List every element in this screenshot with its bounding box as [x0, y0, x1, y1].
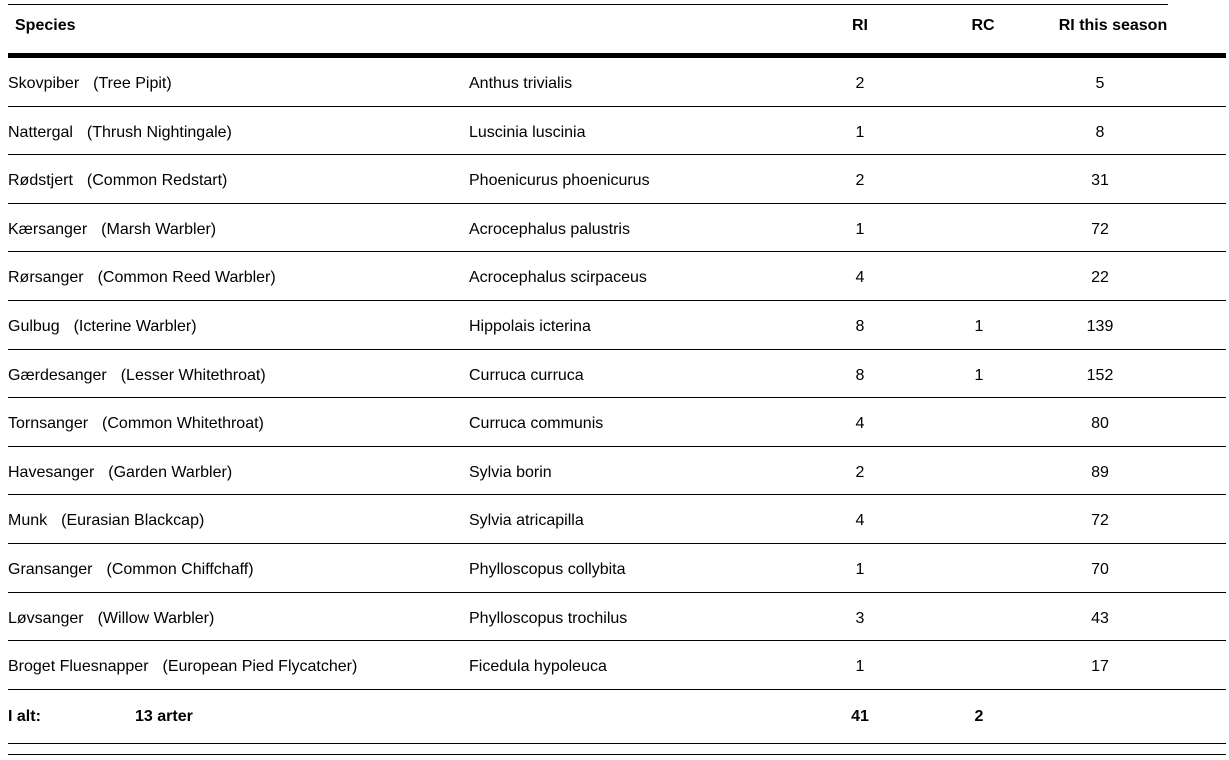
- english-name: (Common Whitethroat): [102, 415, 264, 433]
- species-name: [8, 58, 172, 106]
- danish-name: Gærdesanger: [8, 366, 107, 384]
- latin-name: Curruca curruca: [469, 366, 584, 384]
- ri-value: 2: [855, 172, 865, 190]
- ri-season-value: 43: [1091, 609, 1109, 627]
- english-name: (European Pied Flycatcher): [162, 658, 358, 676]
- english-name: (Marsh Warbler): [101, 220, 217, 238]
- table-row: [8, 301, 1226, 350]
- ri-season-value: 17: [1091, 658, 1109, 676]
- ri-value: 4: [855, 512, 865, 530]
- total-rc: 2: [974, 708, 984, 725]
- ri-season-value: 70: [1091, 560, 1109, 578]
- danish-name: Skovpiber: [8, 75, 80, 92]
- total-row: [8, 695, 1226, 743]
- ri-value: 4: [855, 415, 865, 433]
- table-body: [8, 58, 1226, 690]
- species-name: [8, 495, 204, 543]
- table-row: [8, 350, 1226, 399]
- header-rc: RC: [971, 17, 995, 34]
- latin-name: Sylvia borin: [469, 463, 552, 481]
- table-row: [8, 495, 1226, 544]
- english-name: (Willow Warbler): [97, 609, 215, 627]
- ri-value: 4: [855, 269, 865, 287]
- latin-name: Hippolais icterina: [469, 317, 591, 335]
- english-name: (Icterine Warbler): [73, 317, 197, 335]
- species-name: [8, 447, 232, 495]
- table-row: [8, 58, 1226, 107]
- species-name: [8, 398, 264, 446]
- english-name: (Common Reed Warbler): [97, 269, 276, 287]
- total-ri: 41: [851, 708, 869, 725]
- species-name: [8, 252, 276, 300]
- ri-value: 8: [855, 366, 865, 384]
- english-name: (Common Redstart): [86, 172, 228, 190]
- ri-season-value: 22: [1091, 269, 1109, 287]
- ri-season-value: 72: [1091, 220, 1109, 238]
- english-name: (Eurasian Blackcap): [61, 512, 205, 530]
- latin-name: Ficedula hypoleuca: [469, 658, 607, 676]
- rc-value: [954, 593, 1004, 641]
- latin-name: Phoenicurus phoenicurus: [469, 172, 650, 190]
- danish-name: Nattergal: [8, 123, 73, 141]
- rc-value: [954, 544, 1004, 592]
- total-label: I alt:: [8, 708, 41, 725]
- table-row: [8, 107, 1226, 156]
- header-ri-this-season: RI this season: [1058, 17, 1168, 34]
- english-name: (Garden Warbler): [108, 463, 233, 481]
- rc-value: [954, 252, 1004, 300]
- species-name: [8, 593, 214, 641]
- species-name: [8, 544, 254, 592]
- rc-value: [954, 641, 1004, 689]
- latin-name: Phylloscopus collybita: [469, 560, 626, 578]
- rc-value: [954, 398, 1004, 446]
- rc-value: [954, 204, 1004, 252]
- latin-name: Sylvia atricapilla: [469, 512, 584, 530]
- table-row: [8, 641, 1226, 690]
- species-name: [8, 301, 197, 349]
- rc-value: [954, 495, 1004, 543]
- table-row: [8, 593, 1226, 642]
- header-species: Species: [15, 17, 76, 34]
- ri-season-value: 152: [1086, 366, 1114, 384]
- ri-value: 3: [855, 609, 865, 627]
- english-name: (Tree Pipit): [93, 75, 172, 92]
- danish-name: Tornsanger: [8, 415, 89, 433]
- species-name: [8, 107, 232, 155]
- danish-name: Rødstjert: [8, 172, 73, 190]
- latin-name: Acrocephalus palustris: [469, 220, 630, 238]
- species-name: [8, 204, 216, 252]
- rc-value: [954, 155, 1004, 203]
- ri-season-value: 31: [1091, 172, 1109, 190]
- danish-name: Havesanger: [8, 463, 95, 481]
- danish-name: Gulbug: [8, 317, 60, 335]
- latin-name: Anthus trivialis: [469, 75, 573, 92]
- ri-value: 1: [855, 560, 865, 578]
- table-row: [8, 155, 1226, 204]
- table-row: [8, 544, 1226, 593]
- table-row: [8, 398, 1226, 447]
- danish-name: Kærsanger: [8, 220, 88, 238]
- ri-season-value: 89: [1091, 463, 1109, 481]
- english-name: (Common Chiffchaff): [106, 560, 254, 578]
- ri-season-value: 5: [1095, 75, 1105, 92]
- ri-value: 1: [855, 658, 865, 676]
- english-name: (Lesser Whitethroat): [120, 366, 266, 384]
- rc-value: 1: [974, 317, 984, 335]
- table-row: [8, 252, 1226, 301]
- latin-name: Acrocephalus scirpaceus: [469, 269, 647, 287]
- ri-season-value: 8: [1095, 123, 1105, 141]
- rc-value: [954, 447, 1004, 495]
- ri-season-value: 72: [1091, 512, 1109, 530]
- danish-name: Rørsanger: [8, 269, 84, 287]
- table-header: [8, 4, 1226, 53]
- total-species-count: 13 arter: [135, 708, 193, 725]
- species-name: [8, 641, 357, 689]
- bottom-rule-double: [8, 754, 1226, 755]
- header-ri: RI: [852, 17, 868, 34]
- ri-value: 2: [855, 463, 865, 481]
- species-name: [8, 155, 227, 203]
- ri-value: 2: [855, 75, 865, 92]
- danish-name: Munk: [8, 512, 48, 530]
- ri-season-value: 80: [1091, 415, 1109, 433]
- danish-name: Løvsanger: [8, 609, 84, 627]
- bottom-rule: [8, 743, 1226, 744]
- ri-season-value: 139: [1086, 317, 1114, 335]
- english-name: (Thrush Nightingale): [86, 123, 232, 141]
- latin-name: Phylloscopus trochilus: [469, 609, 628, 627]
- latin-name: Curruca communis: [469, 415, 604, 433]
- latin-name: Luscinia luscinia: [469, 123, 586, 141]
- rc-value: 1: [974, 366, 984, 384]
- table-row: [8, 204, 1226, 253]
- species-name: [8, 350, 266, 398]
- rc-value: [954, 58, 1004, 106]
- danish-name: Gransanger: [8, 560, 93, 578]
- danish-name: Broget Fluesnapper: [8, 658, 149, 676]
- ri-value: 8: [855, 317, 865, 335]
- ri-value: 1: [855, 123, 865, 141]
- rc-value: [954, 107, 1004, 155]
- table-row: [8, 447, 1226, 496]
- ri-value: 1: [855, 220, 865, 238]
